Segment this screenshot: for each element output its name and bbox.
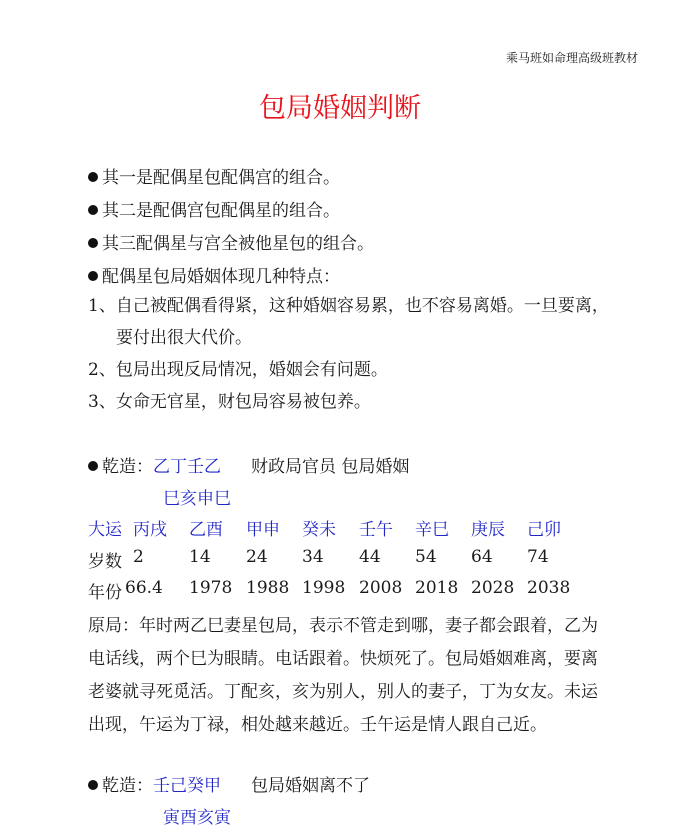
header-note: 乘马班如命理高级班教材: [505, 51, 638, 65]
age-cell: 54: [415, 547, 437, 567]
year-label: 年份: [88, 583, 122, 603]
analysis-line: 原局：年时两乙巳妻星包局，表示不管走到哪，妻子都会跟着，乙为: [88, 616, 598, 636]
dayun-label: 大运: [88, 520, 122, 540]
case-2-desc: 包局婚姻离不了: [251, 776, 370, 796]
bullet-item: [88, 196, 340, 221]
dayun-cell: 甲申: [246, 520, 280, 540]
year-cell: 1998: [302, 578, 346, 598]
case-2-header: [88, 771, 370, 796]
bullet-text: 其一是配偶星包配偶宫的组合。: [102, 168, 340, 188]
analysis-line: 电话线，两个巳为眼睛。电话跟着。快烦死了。包局婚姻难离，要离: [88, 649, 598, 669]
dayun-cell: 辛巳: [415, 520, 449, 540]
age-cell: 14: [189, 547, 211, 567]
bullet-text: 配偶星包局婚姻体现几种特点：: [102, 267, 340, 287]
point-3: 3、女命无官星，财包局容易被包养。: [88, 392, 371, 412]
year-row: [88, 578, 608, 602]
case-1-stems: 乙丁壬乙: [153, 457, 221, 477]
case-1-branches: 巳亥申巳: [163, 489, 231, 509]
bullet-dot-icon: [88, 461, 98, 471]
case-1-header: [88, 452, 409, 477]
year-cell: 1978: [189, 578, 233, 598]
case-2-label: 乾造：: [102, 776, 153, 796]
bullet-text: 其二是配偶宫包配偶星的组合。: [102, 201, 340, 221]
age-cell: 2: [133, 547, 144, 567]
analysis-line: 老婆就寻死觅活。丁配亥，亥为别人，别人的妻子，丁为女友。未运: [88, 682, 598, 702]
age-cell: 64: [471, 547, 493, 567]
bullet-dot-icon: [88, 205, 98, 215]
point-1-line-1: 1、自己被配偶看得紧，这种婚姻容易累，也不容易离婚。一旦要离，: [88, 296, 609, 316]
dayun-cell: 壬午: [359, 520, 393, 540]
age-row: [88, 547, 608, 571]
point-2: 2、包局出现反局情况，婚姻会有问题。: [88, 360, 388, 380]
bullet-item: [88, 262, 340, 287]
bullet-dot-icon: [88, 172, 98, 182]
age-cell: 44: [359, 547, 381, 567]
dayun-cell: 丙戌: [133, 520, 167, 540]
year-cell: 2028: [471, 578, 515, 598]
dayun-cell: 庚辰: [471, 520, 505, 540]
case-2-branches: 寅酉亥寅: [163, 808, 231, 828]
age-cell: 74: [527, 547, 549, 567]
bullet-dot-icon: [88, 271, 98, 281]
page-title: 包局婚姻判断: [259, 93, 421, 124]
bullet-item: [88, 229, 374, 254]
year-cell: 2008: [359, 578, 403, 598]
dayun-row: [88, 515, 608, 539]
analysis-line: 出现，午运为丁禄，相处越来越近。壬午运是情人跟自己近。: [88, 715, 547, 735]
age-cell: 34: [302, 547, 324, 567]
year-cell: 2038: [527, 578, 571, 598]
case-2-stems: 壬己癸甲: [153, 776, 221, 796]
age-label: 岁数: [88, 552, 122, 572]
point-1-line-2: 要付出很大代价。: [116, 328, 252, 348]
bullet-item: [88, 163, 340, 188]
bullet-dot-icon: [88, 780, 98, 790]
year-cell: 66.4: [125, 578, 163, 598]
case-1-desc: 财政局官员 包局婚姻: [251, 457, 410, 477]
age-cell: 24: [246, 547, 268, 567]
bullet-text: 其三配偶星与宫全被他星包的组合。: [102, 234, 374, 254]
dayun-cell: 己卯: [527, 520, 561, 540]
year-cell: 2018: [415, 578, 459, 598]
dayun-cell: 乙酉: [189, 520, 223, 540]
bullet-dot-icon: [88, 238, 98, 248]
dayun-cell: 癸未: [302, 520, 336, 540]
year-cell: 1988: [246, 578, 290, 598]
case-1-label: 乾造：: [102, 457, 153, 477]
